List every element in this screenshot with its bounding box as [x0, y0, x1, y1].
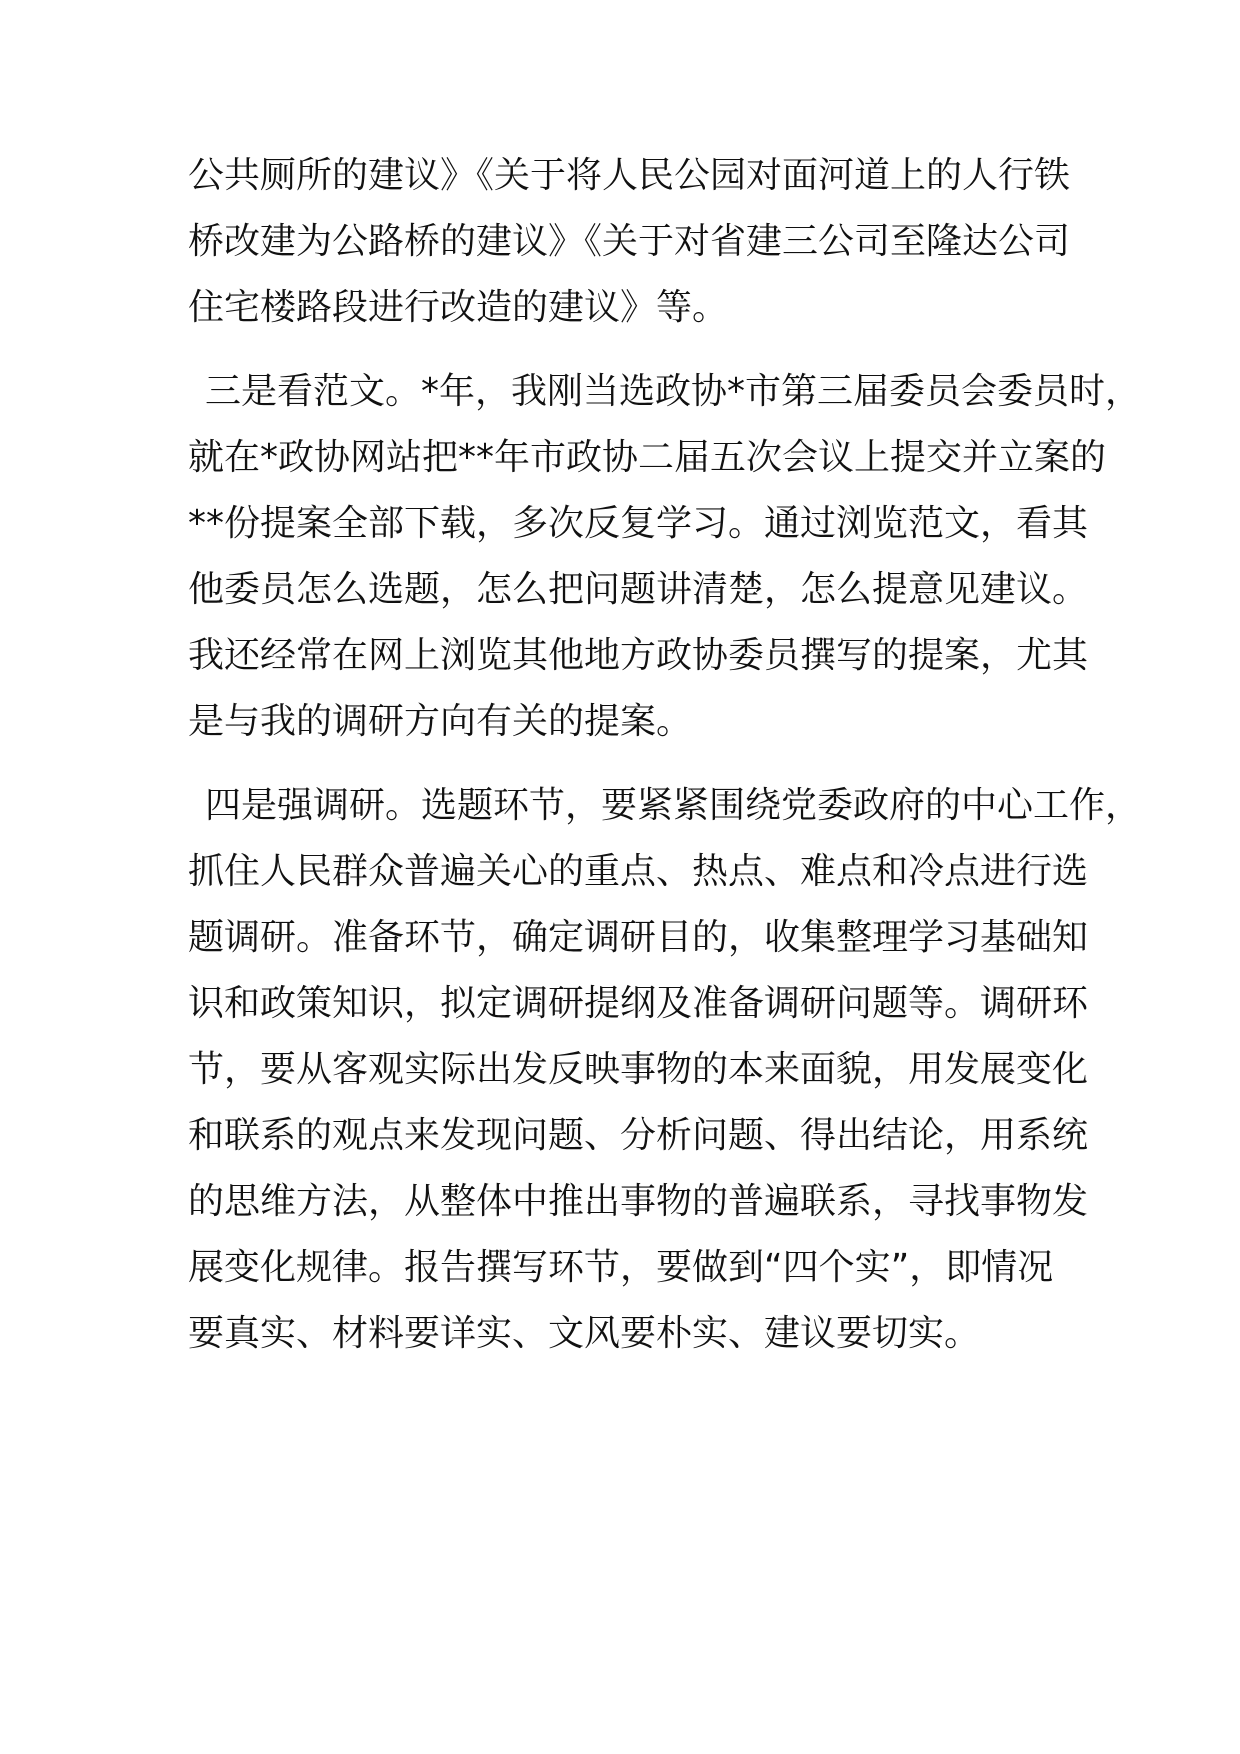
paragraph-2-line-3: **份提案全部下载，多次反复学习。通过浏览范文，看其	[188, 503, 1089, 544]
paragraph-2-line-1: 三是看范文。*年，我刚当选政协*市第三届委员会委员时，	[205, 371, 1142, 412]
paragraph-2-line-5: 我还经常在网上浏览其他地方政协委员撰写的提案，尤其	[188, 635, 1089, 676]
paragraph-3-line-5: 节，要从客观实际出发反映事物的本来面貌，用发展变化	[188, 1049, 1089, 1090]
paragraph-2-line-6: 是与我的调研方向有关的提案。	[188, 701, 693, 742]
paragraph-3-line-7: 的思维方法，从整体中推出事物的普遍联系，寻找事物发	[188, 1181, 1089, 1222]
paragraph-1-line-2: 桥改建为公路桥的建议》《关于对省建三公司至隆达公司	[188, 221, 1071, 262]
paragraph-3-line-4: 识和政策知识，拟定调研提纲及准备调研问题等。调研环	[188, 983, 1089, 1024]
paragraph-1-line-1: 公共厕所的建议》《关于将人民公园对面河道上的人行铁	[188, 155, 1071, 196]
paragraph-3-line-2: 抓住人民群众普遍关心的重点、热点、难点和冷点进行选	[188, 851, 1089, 892]
paragraph-3-line-6: 和联系的观点来发现问题、分析问题、得出结论，用系统	[188, 1115, 1089, 1156]
paragraph-2-line-4: 他委员怎么选题，怎么把问题讲清楚，怎么提意见建议。	[188, 569, 1089, 610]
paragraph-2-line-2: 就在*政协网站把**年市政协二届五次会议上提交并立案的	[188, 437, 1107, 478]
paragraph-3-line-1: 四是强调研。选题环节，要紧紧围绕党委政府的中心工作，	[205, 785, 1142, 826]
paragraph-3-line-3: 题调研。准备环节，确定调研目的，收集整理学习基础知	[188, 917, 1089, 958]
paragraph-3-line-8: 展变化规律。报告撰写环节，要做到“四个实”，即情况	[188, 1247, 1054, 1288]
paragraph-1-line-3: 住宅楼路段进行改造的建议》等。	[188, 287, 729, 328]
paragraph-3-line-9: 要真实、材料要详实、文风要朴实、建议要切实。	[188, 1313, 981, 1354]
